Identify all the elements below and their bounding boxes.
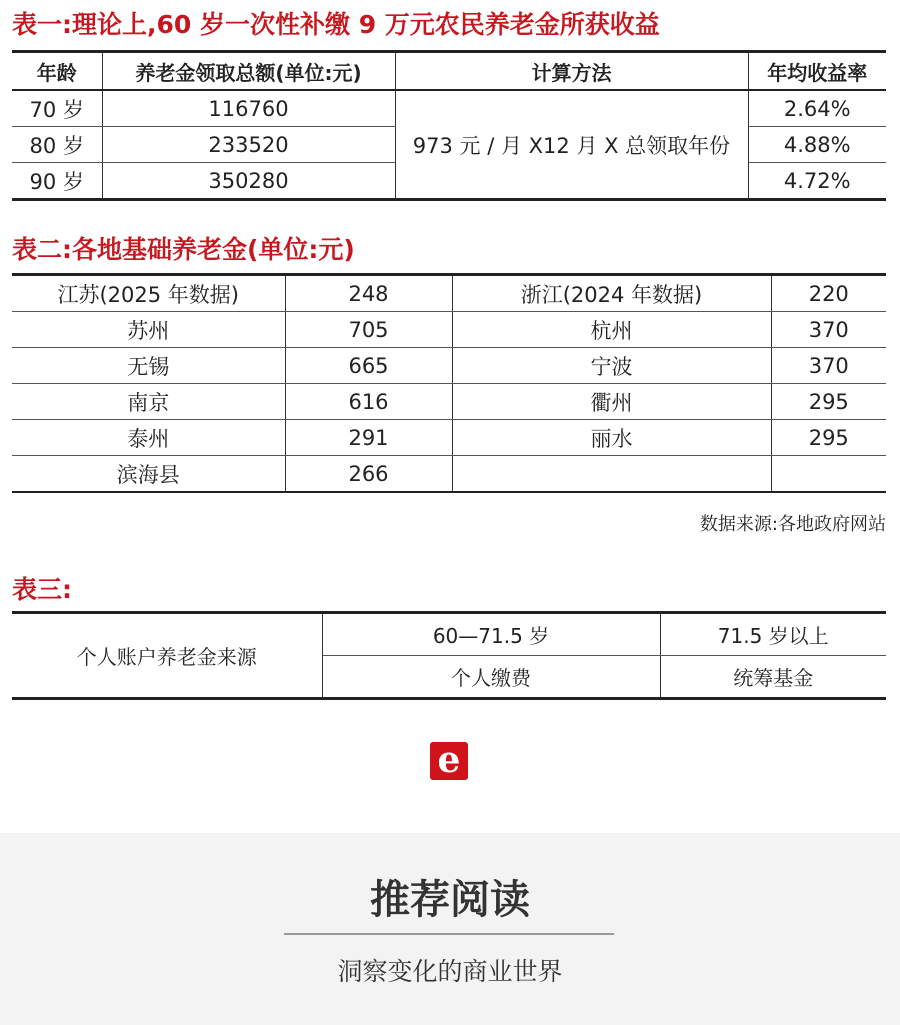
brand-logo xyxy=(430,739,468,781)
region-value xyxy=(771,456,886,493)
region-value: 665 xyxy=(285,348,452,384)
table1-header-row xyxy=(12,52,886,91)
region-name: 杭州 xyxy=(452,312,771,348)
table1-title: 表一:理论上,60 岁一次性补缴 9 万元农民养老金所获收益 xyxy=(12,10,660,39)
region-name: 苏州 xyxy=(12,312,285,348)
region-name: 泰州 xyxy=(12,420,285,456)
region-value: 220 xyxy=(771,275,886,312)
region-value: 616 xyxy=(285,384,452,420)
age-cell: 70 岁 xyxy=(12,90,102,127)
divider xyxy=(284,933,614,935)
header-total: 养老金领取总额(单位:元) xyxy=(102,52,395,91)
region-value: 248 xyxy=(285,275,452,312)
age-cell: 90 岁 xyxy=(12,163,102,200)
rate-cell: 2.64% xyxy=(748,90,886,127)
table-row xyxy=(12,312,886,348)
total-cell: 116760 xyxy=(102,90,395,127)
region-value: 295 xyxy=(771,384,886,420)
recommended-reading-subtitle: 洞察变化的商业世界 xyxy=(337,957,563,986)
recommended-reading-title: 推荐阅读 xyxy=(370,876,530,923)
table-row xyxy=(12,613,886,656)
table-row xyxy=(12,384,886,420)
pension-source-label: 个人账户养老金来源 xyxy=(12,613,322,699)
age-range-header: 71.5 岁以上 xyxy=(660,613,886,656)
table-row xyxy=(12,348,886,384)
table1 xyxy=(12,50,886,201)
table3 xyxy=(12,611,886,700)
region-name: 滨海县 xyxy=(12,456,285,493)
region-name: 南京 xyxy=(12,384,285,420)
table-row xyxy=(12,420,886,456)
table2-title: 表二:各地基础养老金(单位:元) xyxy=(12,235,355,264)
region-name: 无锡 xyxy=(12,348,285,384)
region-name: 江苏(2025 年数据) xyxy=(12,275,285,312)
method-cell: 973 元 / 月 X12 月 X 总领取年份 xyxy=(395,90,748,200)
region-value: 266 xyxy=(285,456,452,493)
header-method: 计算方法 xyxy=(395,52,748,91)
table-row xyxy=(12,275,886,312)
source-value: 统筹基金 xyxy=(660,656,886,699)
total-cell: 350280 xyxy=(102,163,395,200)
brand-logo-letter: e xyxy=(437,739,461,781)
table-row xyxy=(12,456,886,493)
rate-cell: 4.72% xyxy=(748,163,886,200)
region-value: 370 xyxy=(771,348,886,384)
region-name: 宁波 xyxy=(452,348,771,384)
data-source-note: 数据来源:各地政府网站 xyxy=(699,514,886,535)
source-value: 个人缴费 xyxy=(322,656,660,699)
rate-cell: 4.88% xyxy=(748,127,886,163)
table3-title: 表三: xyxy=(12,575,72,604)
region-name xyxy=(452,456,771,493)
total-cell: 233520 xyxy=(102,127,395,163)
region-value: 295 xyxy=(771,420,886,456)
table2 xyxy=(12,273,886,493)
age-cell: 80 岁 xyxy=(12,127,102,163)
region-name: 衢州 xyxy=(452,384,771,420)
region-value: 291 xyxy=(285,420,452,456)
header-rate: 年均收益率 xyxy=(748,52,886,91)
region-value: 370 xyxy=(771,312,886,348)
region-name: 浙江(2024 年数据) xyxy=(452,275,771,312)
header-age: 年龄 xyxy=(12,52,102,91)
region-value: 705 xyxy=(285,312,452,348)
recommended-reading-panel[interactable] xyxy=(0,833,900,1025)
region-name: 丽水 xyxy=(452,420,771,456)
table-row xyxy=(12,90,886,127)
age-range-header: 60—71.5 岁 xyxy=(322,613,660,656)
